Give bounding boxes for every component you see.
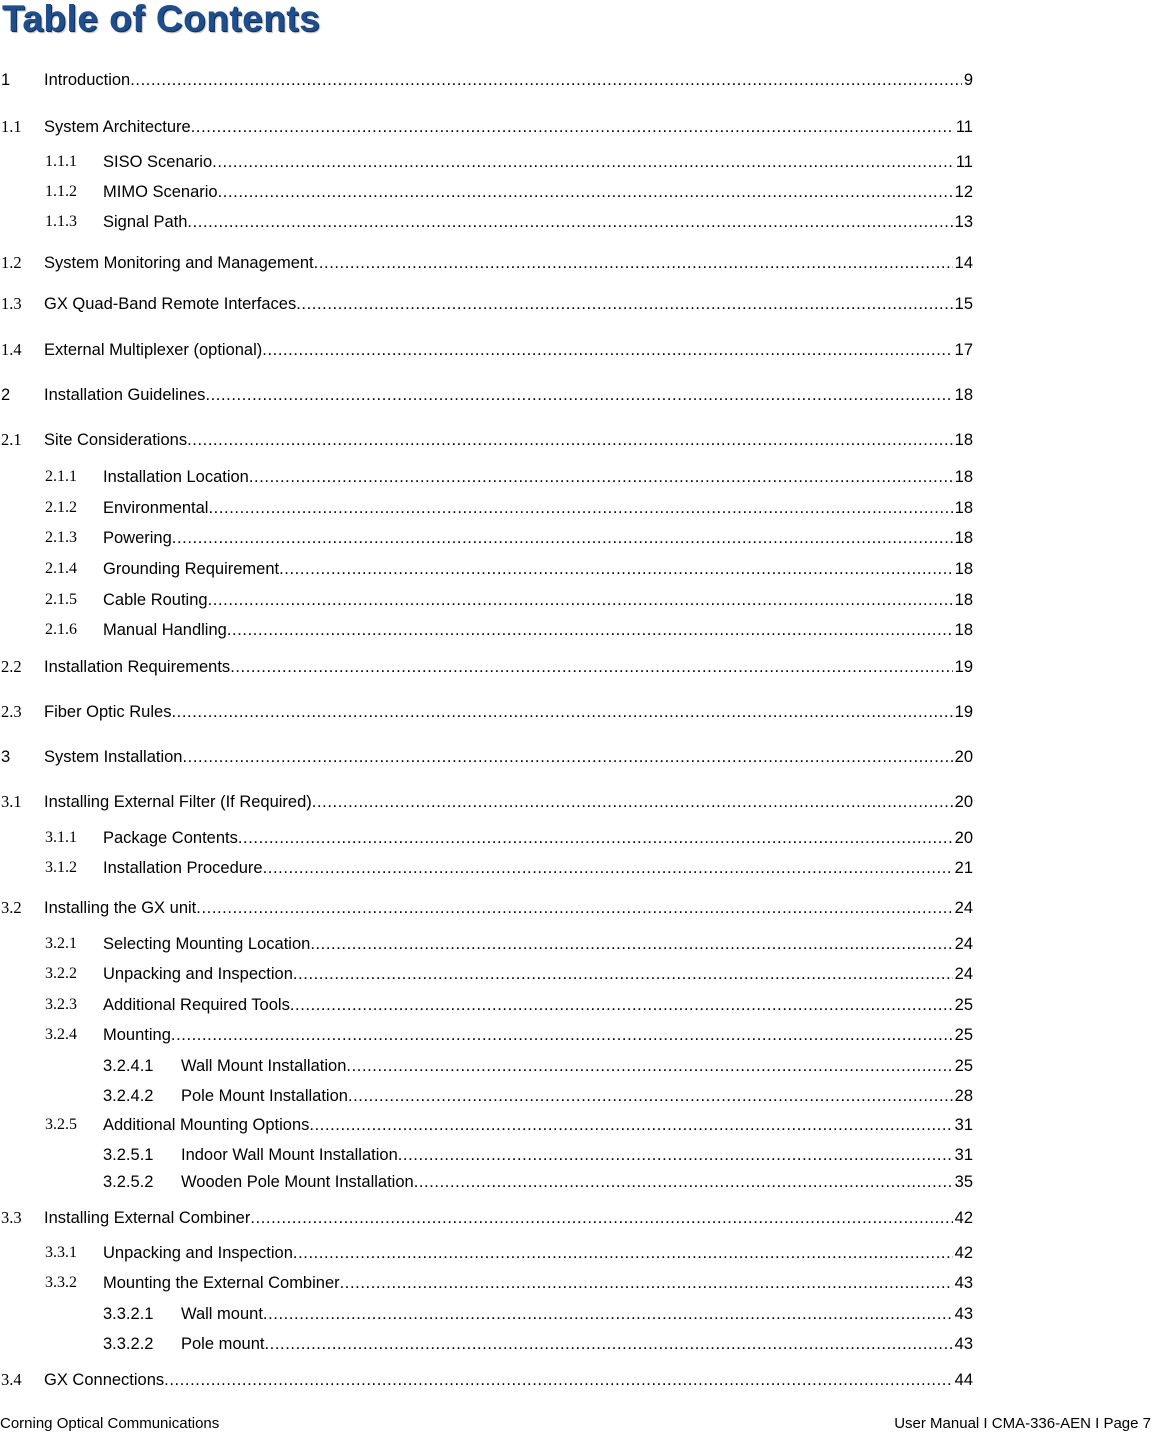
toc-entry-page: 19 [954, 658, 973, 676]
toc-entry[interactable] [45, 994, 973, 1016]
toc-dot-leader [264, 1333, 952, 1355]
toc-entry[interactable] [45, 1114, 973, 1136]
toc-entry-number: 3.2.3 [45, 996, 77, 1013]
toc-entry-page: 20 [954, 793, 973, 811]
toc-entry-number: 2.1.6 [45, 621, 77, 638]
toc-dot-leader [263, 857, 953, 879]
toc-entry-page: 17 [954, 341, 973, 359]
toc-entry[interactable] [103, 1055, 973, 1077]
toc-entry-page: 21 [954, 859, 973, 877]
toc-entry-label: Mounting [103, 1026, 171, 1044]
toc-entry-label: System Architecture [44, 118, 191, 136]
toc-entry[interactable] [45, 497, 973, 519]
toc-entry-label: Installing External Filter (If Required) [44, 793, 312, 811]
toc-dot-leader [279, 558, 953, 580]
toc-entry-page: 18 [954, 468, 973, 486]
toc-entry[interactable] [45, 151, 973, 173]
toc-entry-page: 12 [954, 183, 973, 201]
toc-dot-leader [414, 1171, 953, 1193]
toc-entry[interactable] [1, 897, 973, 919]
toc-dot-leader [314, 252, 953, 274]
toc-entry[interactable] [45, 827, 973, 849]
toc-entry-label: Installing External Combiner [44, 1209, 251, 1227]
toc-entry-label: Mounting the External Combiner [103, 1274, 340, 1292]
toc-entry-label: Additional Required Tools [103, 996, 290, 1014]
toc-entry[interactable] [45, 527, 973, 549]
toc-entry[interactable] [1, 701, 973, 723]
toc-dot-leader [346, 1055, 952, 1077]
toc-dot-leader [293, 1242, 953, 1264]
toc-entry-page: 24 [954, 899, 973, 917]
toc-entry-label: Pole mount [181, 1335, 265, 1353]
toc-entry[interactable] [1, 69, 973, 91]
toc-entry-number: 3.2.5.2 [103, 1173, 154, 1191]
toc-dot-leader [290, 994, 953, 1016]
toc-entry-number: 3.2.4.2 [103, 1087, 154, 1105]
toc-entry[interactable] [103, 1085, 973, 1107]
toc-entry-number: 3.1.2 [45, 859, 77, 876]
toc-entry[interactable] [45, 466, 973, 488]
toc-entry[interactable] [1, 746, 973, 768]
toc-entry-label: Unpacking and Inspection [103, 1244, 293, 1262]
toc-entry-page: 35 [954, 1173, 973, 1191]
toc-entry[interactable] [45, 181, 973, 203]
toc-entry-page: 9 [963, 71, 973, 89]
toc-entry[interactable] [45, 933, 973, 955]
toc-entry-number: 1.4 [1, 340, 22, 359]
toc-entry-page: 11 [955, 118, 973, 136]
toc-entry[interactable] [1, 429, 973, 451]
toc-entry[interactable] [1, 293, 973, 315]
toc-entry[interactable] [103, 1333, 973, 1355]
toc-entry-number: 2.1.5 [45, 591, 77, 608]
toc-entry-page: 25 [954, 1057, 973, 1075]
toc-dot-leader [187, 429, 953, 451]
toc-dot-leader [312, 791, 953, 813]
toc-entry-number: 3.1.1 [45, 829, 77, 846]
toc-entry-page: 43 [954, 1274, 973, 1292]
toc-entry-page: 15 [954, 295, 973, 313]
toc-entry[interactable] [45, 963, 973, 985]
toc-entry-page: 31 [954, 1146, 973, 1164]
toc-dot-leader [208, 589, 953, 611]
toc-dot-leader [293, 963, 953, 985]
toc-entry-page: 14 [954, 254, 973, 272]
toc-dot-leader [309, 1114, 952, 1136]
toc-entry[interactable] [1, 791, 973, 813]
toc-entry-label: Indoor Wall Mount Installation [181, 1146, 398, 1164]
toc-entry-label: GX Quad-Band Remote Interfaces [44, 295, 297, 313]
toc-entry[interactable] [1, 339, 973, 361]
toc-dot-leader [348, 1085, 953, 1107]
toc-entry-page: 18 [954, 499, 973, 517]
toc-entry[interactable] [1, 1207, 973, 1229]
toc-dot-leader [250, 1207, 952, 1229]
toc-entry-number: 3.2.4 [45, 1026, 77, 1043]
toc-entry-number: 3.4 [1, 1370, 22, 1389]
toc-entry-number: 3.3.2 [45, 1274, 77, 1291]
toc-dot-leader [208, 497, 952, 519]
toc-entry-page: 24 [954, 935, 973, 953]
toc-entry-number: 1.1 [1, 117, 22, 136]
toc-entry-number: 3.2.5.1 [103, 1146, 154, 1164]
toc-entry-number: 1.1.1 [45, 153, 77, 170]
toc-entry-number: 1.3 [1, 294, 22, 313]
toc-entry-number: 2.1.3 [45, 529, 77, 546]
toc-entry-page: 28 [954, 1087, 973, 1105]
toc-entry-label: Manual Handling [103, 621, 227, 639]
toc-dot-leader [164, 1369, 952, 1391]
toc-entry[interactable] [45, 1024, 973, 1046]
toc-entry-label: Fiber Optic Rules [44, 703, 172, 721]
toc-entry-page: 44 [954, 1371, 973, 1389]
toc-entry-page: 18 [954, 560, 973, 578]
toc-entry-label: Installation Requirements [44, 658, 231, 676]
toc-entry-label: Installation Location [103, 468, 249, 486]
toc-dot-leader [230, 656, 952, 678]
toc-entry-page: 24 [954, 965, 973, 983]
toc-entry[interactable] [45, 1272, 973, 1294]
toc-entry-label: Installing the GX unit [44, 899, 197, 917]
toc-entry-number: 3.2.5 [45, 1116, 77, 1133]
toc-dot-leader [296, 293, 952, 315]
toc-entry-number: 2 [1, 386, 11, 404]
toc-entry-page: 31 [954, 1116, 973, 1134]
toc-entry-number: 2.2 [1, 657, 22, 676]
toc-entry-page: 18 [954, 591, 973, 609]
toc-entry-number: 2.1.2 [45, 499, 77, 516]
toc-dot-leader [238, 827, 953, 849]
toc-dot-leader [263, 1303, 953, 1325]
toc-entry[interactable] [1, 252, 973, 274]
page-title: Table of Contents [2, 0, 321, 39]
toc-entry[interactable] [45, 1242, 973, 1264]
toc-dot-leader [172, 527, 953, 549]
toc-entry-page: 11 [955, 153, 973, 171]
toc-entry-page: 25 [954, 1026, 973, 1044]
toc-entry-number: 2.3 [1, 702, 22, 721]
toc-entry-label: Pole Mount Installation [181, 1087, 348, 1105]
toc-entry[interactable] [103, 1171, 973, 1193]
toc-entry-number: 3.2.1 [45, 935, 77, 952]
toc-entry-number: 3.3 [1, 1208, 22, 1227]
toc-entry-label: System Monitoring and Management [44, 254, 314, 272]
toc-dot-leader [182, 746, 952, 768]
toc-dot-leader [262, 339, 952, 361]
toc-entry-number: 1 [1, 71, 11, 89]
footer-company: Corning Optical Communications [0, 1415, 220, 1432]
toc-entry[interactable] [1, 1369, 973, 1391]
toc-entry-label: Wooden Pole Mount Installation [181, 1173, 414, 1191]
toc-entry-page: 42 [954, 1244, 973, 1262]
toc-entry-label: Environmental [103, 499, 209, 517]
toc-entry-label: Selecting Mounting Location [103, 935, 311, 953]
toc-entry-label: GX Connections [44, 1371, 165, 1389]
toc-entry[interactable] [45, 211, 973, 233]
toc-dot-leader [191, 116, 954, 138]
toc-entry[interactable] [1, 384, 973, 406]
toc-dot-leader [398, 1144, 953, 1166]
footer-page-info: User Manual I CMA-336-AEN I Page 7 [894, 1415, 1151, 1432]
toc-entry-page: 25 [954, 996, 973, 1014]
toc-entry[interactable] [45, 857, 973, 879]
toc-entry-number: 3.3.2.2 [103, 1335, 154, 1353]
toc-entry-label: Installation Guidelines [44, 386, 206, 404]
toc-entry-number: 3.1 [1, 792, 22, 811]
toc-entry-number: 1.1.2 [45, 183, 77, 200]
toc-entry-label: Grounding Requirement [103, 560, 280, 578]
toc-entry-page: 18 [954, 529, 973, 547]
toc-entry-label: Powering [103, 529, 172, 547]
toc-entry-number: 3.2.4.1 [103, 1057, 154, 1075]
toc-dot-leader [171, 701, 952, 723]
toc-entry-label: Unpacking and Inspection [103, 965, 293, 983]
toc-entry-page: 18 [954, 431, 973, 449]
toc-entry-number: 3.2 [1, 898, 22, 917]
toc-entry-label: System Installation [44, 748, 183, 766]
toc-entry-label: SISO Scenario [103, 153, 213, 171]
toc-dot-leader [249, 466, 953, 488]
toc-entry[interactable] [103, 1144, 973, 1166]
toc-entry-number: 3.3.2.1 [103, 1305, 154, 1323]
toc-entry-page: 18 [954, 386, 973, 404]
toc-entry-page: 42 [954, 1209, 973, 1227]
toc-entry-label: Signal Path [103, 213, 188, 231]
toc-entry-number: 2.1.4 [45, 560, 77, 577]
toc-dot-leader [196, 897, 952, 919]
toc-entry[interactable] [45, 589, 973, 611]
toc-entry-label: External Multiplexer (optional) [44, 341, 263, 359]
toc-entry-label: Wall Mount Installation [181, 1057, 347, 1075]
toc-entry-page: 20 [954, 748, 973, 766]
toc-entry[interactable] [103, 1303, 973, 1325]
toc-entry-number: 1.1.3 [45, 213, 77, 230]
toc-dot-leader [310, 933, 952, 955]
toc-entry-label: Installation Procedure [103, 859, 263, 877]
toc-dot-leader [187, 211, 952, 233]
toc-dot-leader [212, 151, 954, 173]
toc-dot-leader [340, 1272, 953, 1294]
toc-entry-page: 19 [954, 703, 973, 721]
toc-dot-leader [218, 181, 953, 203]
toc-entry-page: 43 [954, 1335, 973, 1353]
toc-entry-page: 18 [954, 621, 973, 639]
toc-entry[interactable] [45, 558, 973, 580]
toc-dot-leader [130, 69, 962, 91]
toc-entry-label: Cable Routing [103, 591, 208, 609]
toc-entry[interactable] [1, 116, 973, 138]
toc-entry-label: Additional Mounting Options [103, 1116, 310, 1134]
toc-entry[interactable] [1, 656, 973, 678]
toc-entry-label: Introduction [44, 71, 131, 89]
toc-entry-number: 3.2.2 [45, 965, 77, 982]
toc-entry-label: Site Considerations [44, 431, 188, 449]
toc-entry-number: 2.1 [1, 430, 22, 449]
toc-entry-number: 3.3.1 [45, 1244, 77, 1261]
toc-entry-page: 13 [954, 213, 973, 231]
toc-entry-label: MIMO Scenario [103, 183, 218, 201]
toc-entry[interactable] [45, 619, 973, 641]
toc-entry-label: Package Contents [103, 829, 238, 847]
toc-entry-label: Wall mount [181, 1305, 263, 1323]
toc-entry-number: 2.1.1 [45, 468, 77, 485]
toc-dot-leader [205, 384, 952, 406]
toc-entry-page: 43 [954, 1305, 973, 1323]
toc-entry-page: 20 [954, 829, 973, 847]
toc-entry-number: 1.2 [1, 253, 22, 272]
toc-dot-leader [227, 619, 953, 641]
toc-dot-leader [171, 1024, 953, 1046]
toc-entry-number: 3 [1, 748, 11, 766]
